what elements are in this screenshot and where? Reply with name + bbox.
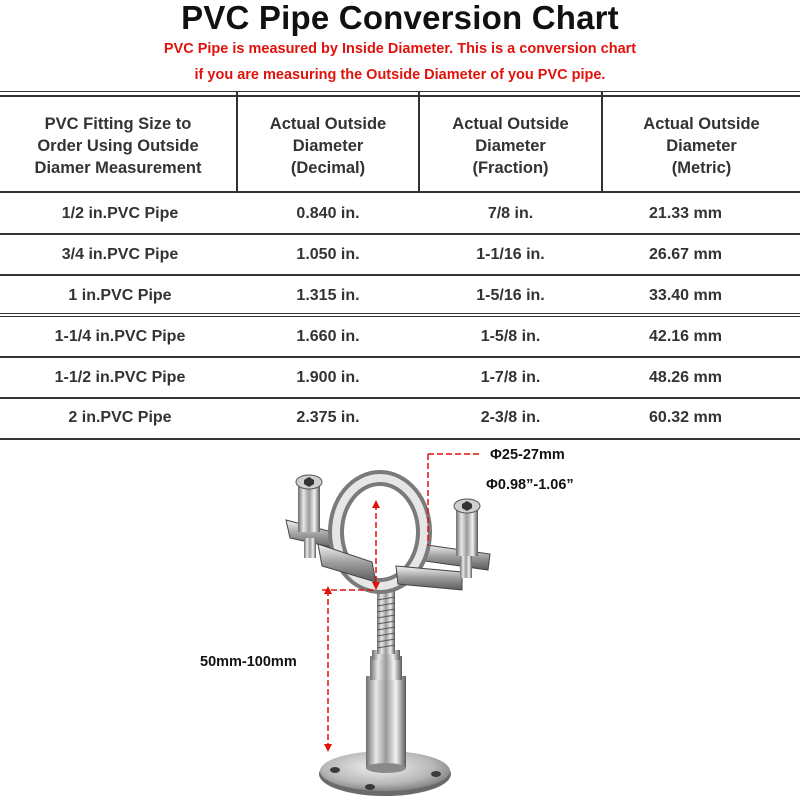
cell-decimal: 1.660 in. <box>296 328 360 345</box>
table-row <box>0 358 800 398</box>
cell-fraction: 7/8 in. <box>487 205 534 222</box>
cell-fraction: 2-3/8 in. <box>480 409 541 426</box>
cell-metric: 42.16 mm <box>649 328 722 345</box>
cell-fitting-size: 2 in.PVC Pipe <box>68 409 172 426</box>
cell-decimal: 1.315 in. <box>296 287 360 304</box>
table-top-rule <box>0 91 800 92</box>
cell-fraction: 1-1/16 in. <box>476 246 545 263</box>
diameter-inch-label: Φ0.98”-1.06” <box>486 477 574 493</box>
cell-metric: 21.33 mm <box>649 205 722 222</box>
cell-metric: 26.67 mm <box>649 246 722 263</box>
cell-metric: 60.32 mm <box>649 409 722 426</box>
cell-decimal: 2.375 in. <box>296 409 360 426</box>
diameter-mm-label: Φ25-27mm <box>490 447 565 463</box>
cell-decimal: 1.900 in. <box>296 369 360 386</box>
support-tube <box>366 650 406 773</box>
cell-fraction: 1-5/8 in. <box>480 328 541 345</box>
cell-fraction: 1-5/16 in. <box>476 287 545 304</box>
header-bottom-rule <box>0 191 800 193</box>
note-line-1: PVC Pipe is measured by Inside Diameter. This is a conversion chart <box>163 41 637 57</box>
table-row <box>0 276 800 316</box>
header-fraction: Actual Outside Diameter (Fraction) <box>452 115 569 177</box>
header-metric: Actual Outside Diameter (Metric) <box>643 115 760 177</box>
pipe-clamp-diagram <box>0 442 800 800</box>
cell-fitting-size: 1 in.PVC Pipe <box>68 287 172 304</box>
cell-decimal: 1.050 in. <box>296 246 360 263</box>
cell-fitting-size: 1-1/4 in.PVC Pipe <box>54 328 186 345</box>
table-bottom-rule <box>0 438 800 440</box>
cell-fitting-size: 3/4 in.PVC Pipe <box>61 246 179 263</box>
cell-decimal: 0.840 in. <box>296 205 360 222</box>
page-title: PVC Pipe Conversion Chart <box>181 0 619 36</box>
header-decimal: Actual Outside Diameter (Decimal) <box>269 115 387 177</box>
note-line-2: if you are measuring the Outside Diameter of you PVC pipe. <box>194 67 606 83</box>
table-top-rule-2 <box>0 95 800 97</box>
table-row <box>0 235 800 275</box>
header-fitting-size: PVC Fitting Size to Order Using Outside Diamer Measurement <box>34 115 202 177</box>
cell-metric: 48.26 mm <box>649 369 722 386</box>
cell-fraction: 1-7/8 in. <box>480 369 541 386</box>
cell-metric: 33.40 mm <box>649 287 722 304</box>
cell-fitting-size: 1-1/2 in.PVC Pipe <box>54 369 186 386</box>
cell-fitting-size: 1/2 in.PVC Pipe <box>61 205 179 222</box>
table-row <box>0 398 800 438</box>
height-range-label: 50mm-100mm <box>200 654 297 670</box>
table-row <box>0 194 800 234</box>
table-row <box>0 317 800 357</box>
